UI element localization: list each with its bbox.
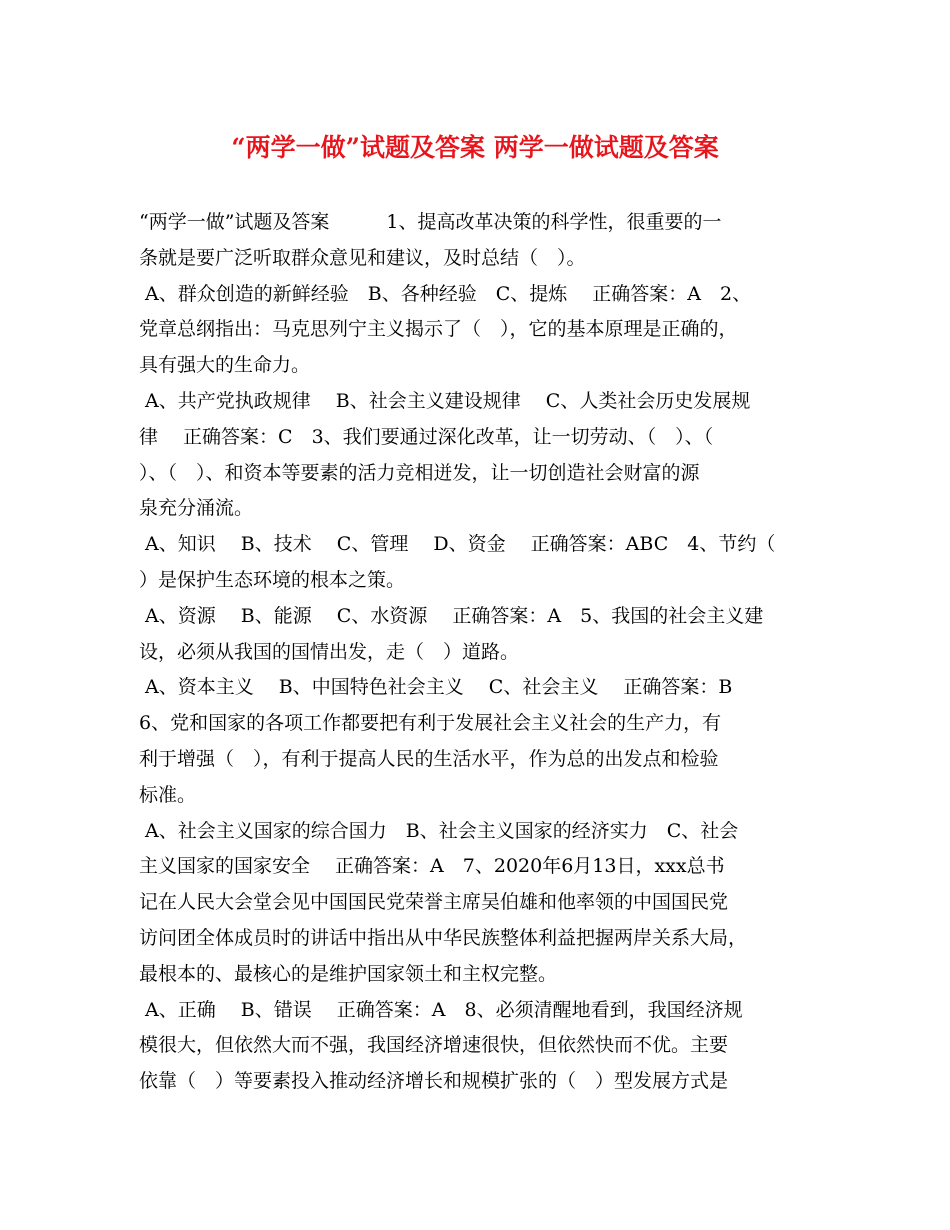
text-line: 泉充分涌流。 — [139, 497, 254, 520]
text-line: 记在人民大会堂会见中国国民党荣誉主席吴伯雄和他率领的中国国民党 — [139, 891, 729, 914]
text-line: 6、党和国家的各项工作都要把有利于发展社会主义社会的生产力，有 — [139, 712, 722, 735]
text-line: 访问团全体成员时的讲话中指出从中华民族整体利益把握两岸关系大局， — [139, 926, 748, 949]
text-line: A、知识 B、技术 C、管理 D、资金 正确答案：ABC 4、节约（ — [139, 533, 776, 556]
text-line: 利于增强（ ），有利于提高人民的生活水平，作为总的出发点和检验 — [139, 747, 719, 770]
text-line: ）、（ ）、和资本等要素的活力竞相迸发，让一切创造社会财富的源 — [139, 461, 700, 484]
text-line: A、资源 B、能源 C、水资源 正确答案：A 5、我国的社会主义建 — [139, 604, 764, 627]
document-body — [139, 205, 819, 1100]
text-line: 标准。 — [139, 783, 197, 806]
text-line: “两学一做”试题及答案 1、提高改革决策的科学性，很重要的一 — [139, 211, 722, 233]
text-line: 模很大，但依然大而不强，我国经济增速很快，但依然快而不优。主要 — [139, 1034, 729, 1057]
text-line: A、正确 B、错误 正确答案：A 8、必须清醒地看到，我国经济规 — [139, 998, 743, 1021]
text-line: 最根本的、最核心的是维护国家领土和主权完整。 — [139, 962, 558, 985]
text-line: A、资本主义 B、中国特色社会主义 C、社会主义 正确答案：B — [139, 676, 733, 699]
document-title: “两学一做”试题及答案 两学一做试题及答案 — [231, 133, 719, 162]
text-line: 条就是要广泛听取群众意见和建议，及时总结（ ）。 — [139, 246, 586, 269]
text-line: 依靠（ ）等要素投入推动经济增长和规模扩张的（ ）型发展方式是 — [139, 1070, 729, 1093]
text-line: A、群众创造的新鲜经验 B、各种经验 C、提炼 正确答案：A 2、 — [139, 282, 752, 305]
text-line: A、共产党执政规律 B、社会主义建设规律 C、人类社会历史发展规 — [139, 389, 751, 412]
text-line: 律 正确答案：C 3、我们要通过深化改革，让一切劳动、（ ）、（ — [139, 425, 714, 448]
text-line: 主义国家的国家安全 正确答案：A 7、2020年6月13日，xxx总书 — [139, 855, 725, 878]
text-line: 设，必须从我国的国情出发，走（ ）道路。 — [139, 640, 520, 663]
text-line: A、社会主义国家的综合国力 B、社会主义国家的经济实力 C、社会 — [139, 819, 739, 842]
text-line: ）是保护生态环境的根本之策。 — [139, 568, 406, 591]
text-line: 具有强大的生命力。 — [139, 354, 311, 377]
text-line: 党章总纲指出：马克思列宁主义揭示了（ ），它的基本原理是正确的， — [139, 318, 738, 341]
